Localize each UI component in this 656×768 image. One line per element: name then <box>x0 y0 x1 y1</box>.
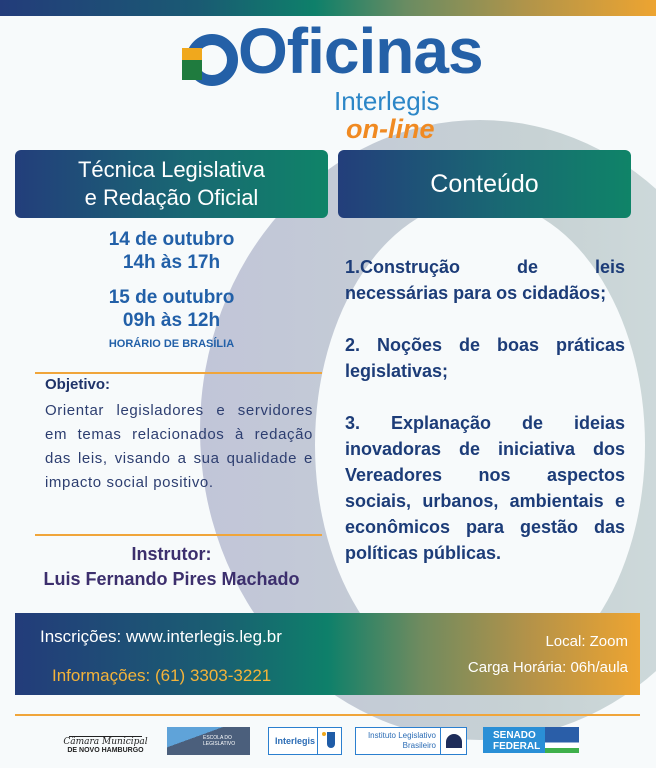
interlegis-logo: Interlegis <box>268 727 342 755</box>
divider-bottom <box>15 714 640 716</box>
instructor-section <box>15 542 328 592</box>
contents-list <box>345 254 625 592</box>
ilb-logo: Instituto Legislativo Brasileiro <box>355 727 467 755</box>
contents-title: Conteúdo <box>430 170 539 198</box>
information-phone: Informações: (61) 3303-3221 <box>52 666 272 685</box>
oficinas-logo <box>186 15 483 145</box>
timezone-note: HORÁRIO DE BRASÍLIA <box>108 338 235 350</box>
divider-top <box>35 372 322 374</box>
interlegis-mark-icon <box>317 728 341 754</box>
divider-middle <box>35 534 322 536</box>
ilb-mark-icon <box>440 728 466 754</box>
logo-tagline: on-line <box>346 114 435 144</box>
logo-subtitle: Interlegis <box>334 86 440 116</box>
senado-federal-logo: SENADO FEDERAL <box>483 727 579 755</box>
workload-text: Carga Horária: 06h/aula <box>467 659 628 676</box>
logo-yellow-stripe <box>182 48 202 60</box>
instructor-label: Instrutor: <box>131 544 212 564</box>
contents-header <box>338 150 631 218</box>
course-title-line2: e Redação Oficial <box>84 185 259 210</box>
objective-section <box>45 376 313 495</box>
content-item: 2. Noções de boas práticas legislativas; <box>345 335 625 381</box>
instructor-name: Luis Fernando Pires Machado <box>43 569 300 589</box>
registration-link[interactable]: Inscrições: www.interlegis.leg.br <box>40 627 282 646</box>
course-title-header <box>15 150 328 218</box>
logo-title: Oficinas <box>238 15 483 87</box>
logo-green-stripe <box>182 60 202 80</box>
session-1-date: 14 de outubro <box>108 229 235 250</box>
session-2-time: 09h às 12h <box>122 310 221 331</box>
info-footer-bar <box>15 613 640 695</box>
objective-text: Orientar legisladores e servidores em temas relacionados à redação das leis, visando a sua qualidade e impacto social positivo. <box>45 402 313 491</box>
course-title-line1: Técnica Legislativa <box>77 157 266 182</box>
camara-novo-hamburgo-logo: Câmara Municipal DE NOVO HAMBURGO <box>63 727 148 755</box>
senado-building-icon <box>545 727 579 753</box>
content-item: 3. Explanação de ideias inovadoras de iniciativa dos Vereadores nos aspectos sociais, urbanos, ambientais e econômicos para gestão das políticas públicas. <box>345 413 625 563</box>
city-skyline-icon <box>69 727 142 737</box>
session-2-date: 15 de outubro <box>108 287 235 308</box>
objective-label: Objetivo: <box>45 376 111 393</box>
content-item: 1.Construção de leis necessárias para os cidadãos; <box>345 257 625 303</box>
session-1-time: 14h às 17h <box>122 252 221 273</box>
session-dates <box>15 228 328 350</box>
location-text: Local: Zoom <box>545 633 628 650</box>
escola-legislativo-logo: ESCOLA DO LEGISLATIVO <box>167 727 250 755</box>
